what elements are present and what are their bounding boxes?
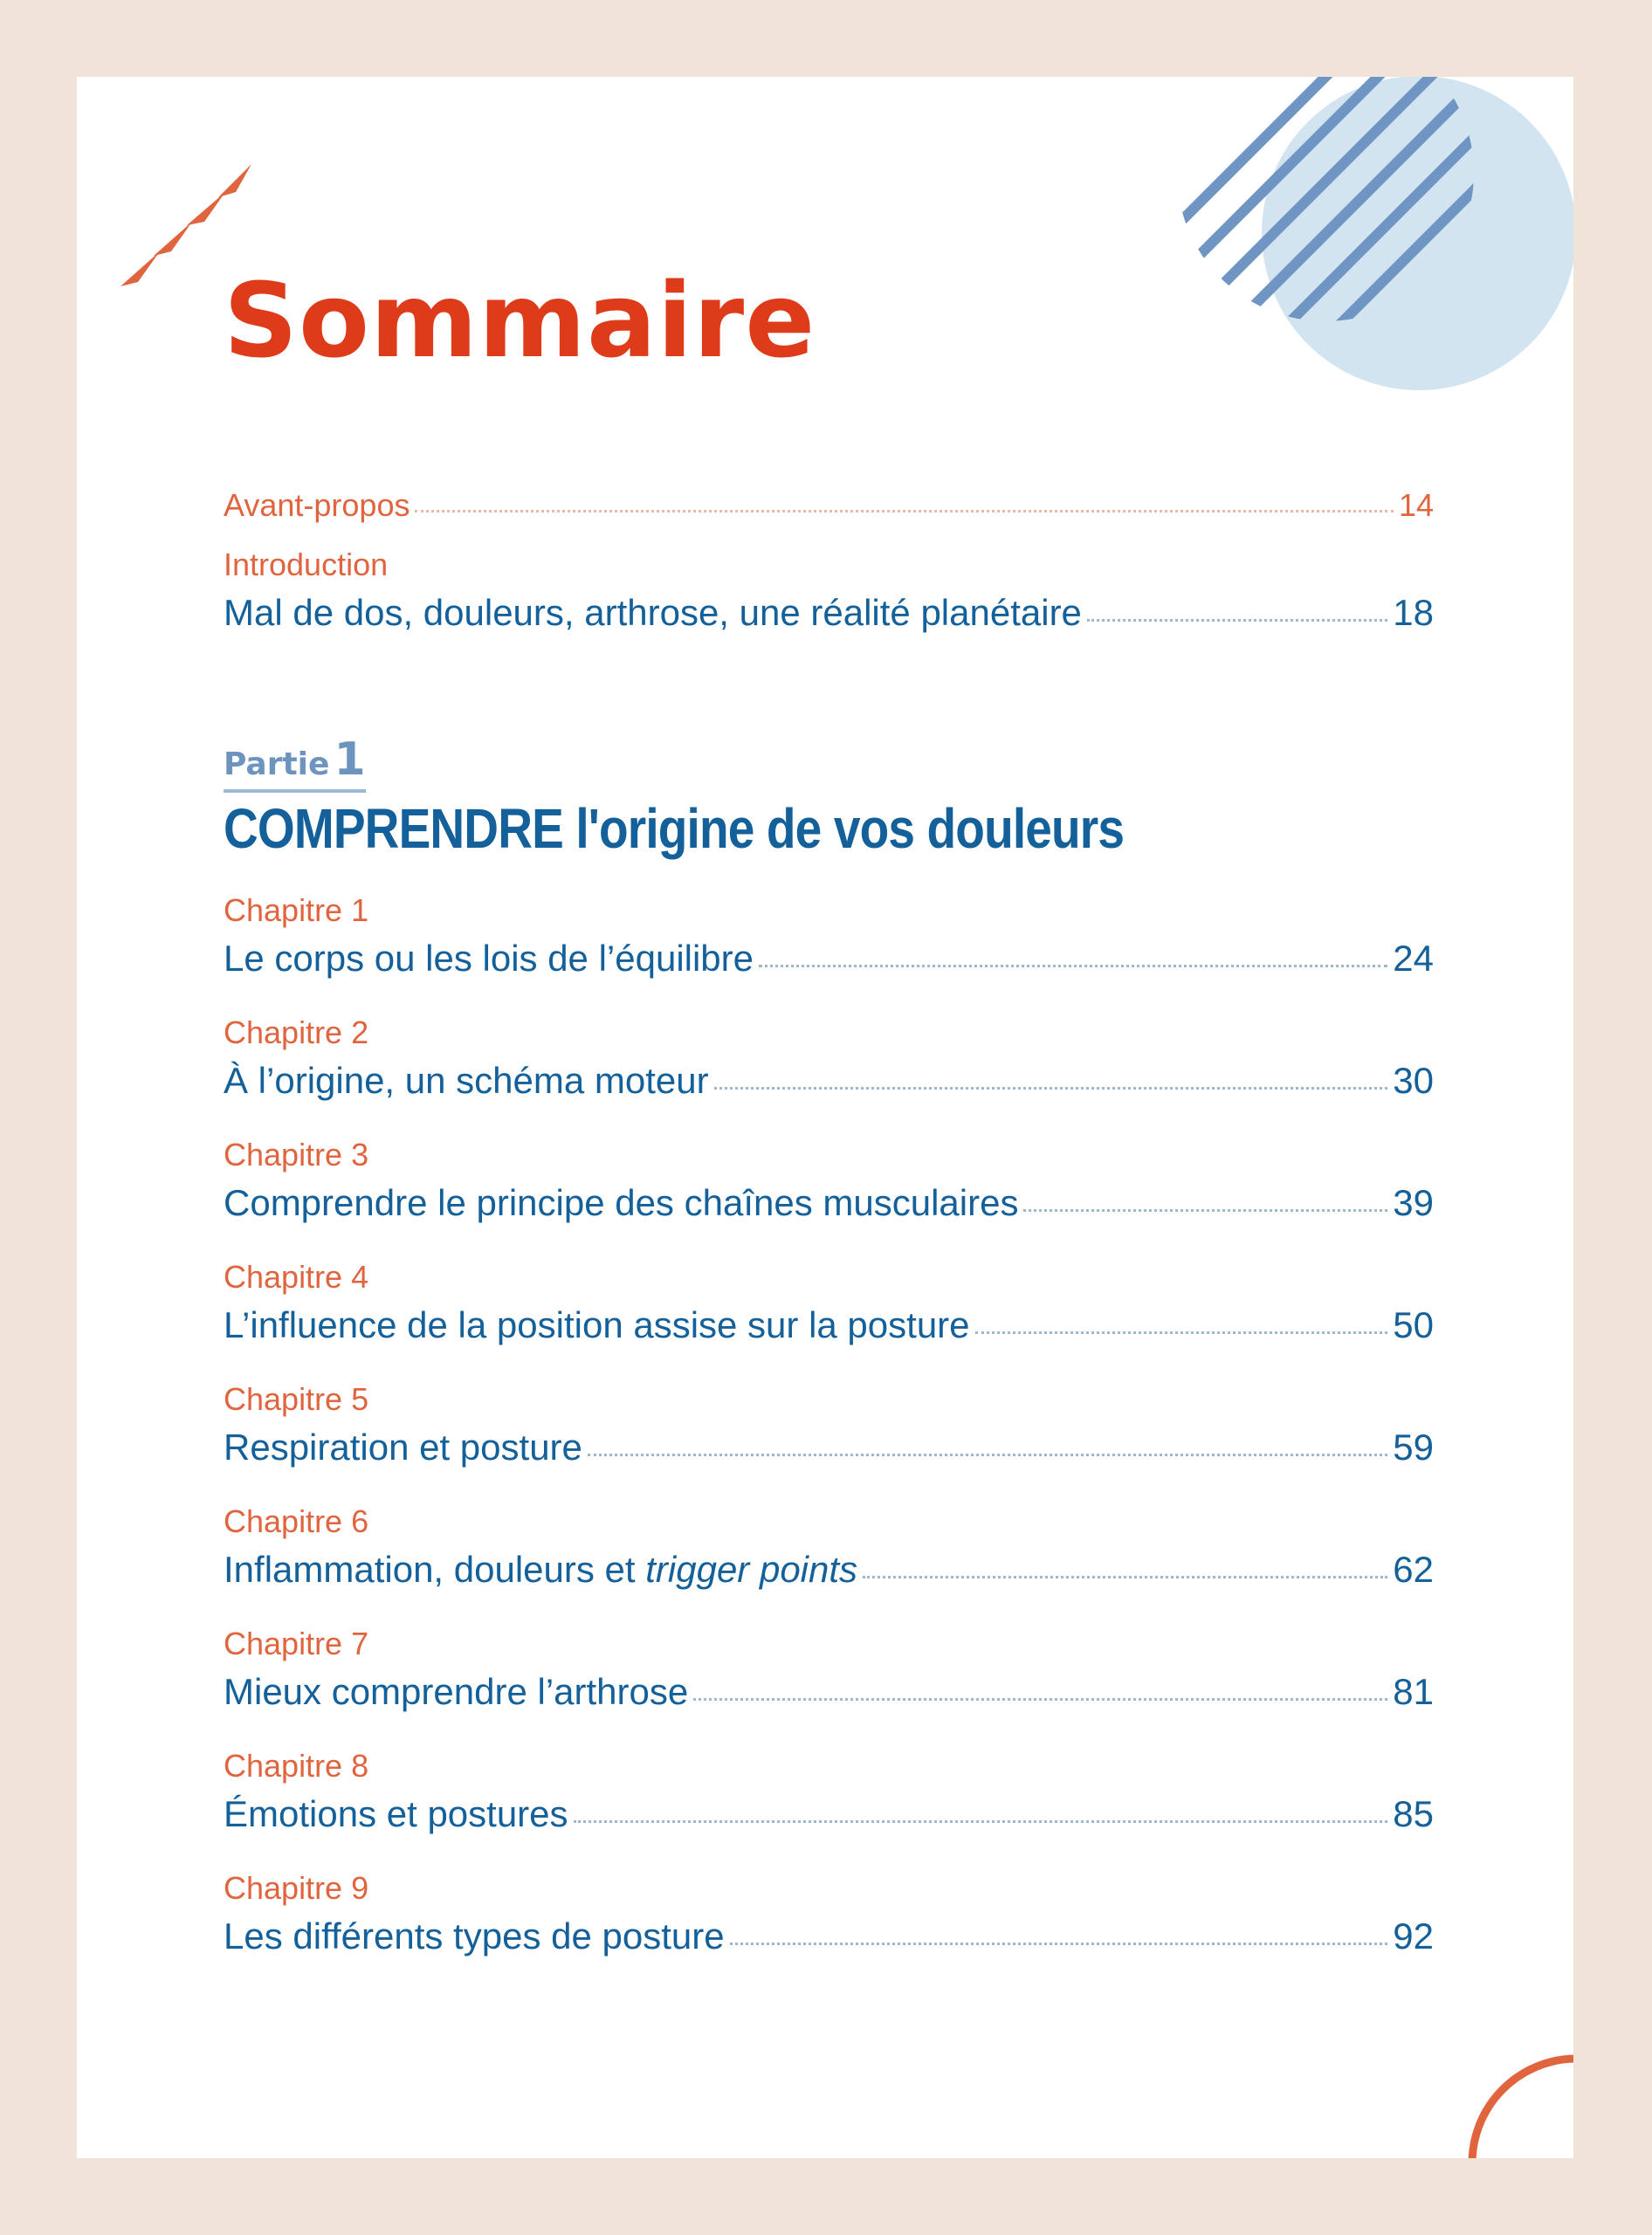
dot-leader	[588, 1454, 1387, 1456]
dot-leader	[714, 1087, 1388, 1090]
chapter-label: Chapitre 7	[224, 1626, 369, 1661]
toc-label-introduction: Introduction	[224, 547, 389, 582]
part-title: COMPRENDRE l'origine de vos douleurs	[224, 797, 1125, 860]
dot-leader	[574, 1820, 1388, 1823]
toc-entry-chapter-2[interactable]	[224, 1060, 1434, 1102]
part-word: Partie	[224, 746, 330, 782]
decorative-stripes	[1168, 77, 1535, 321]
toc-entry-chapter-4[interactable]	[224, 1304, 1434, 1346]
toc-entry-page: 50	[1393, 1304, 1434, 1345]
toc-entry-avant-propos[interactable]	[224, 487, 1434, 524]
dot-leader	[759, 965, 1387, 967]
toc-entry-page: 62	[1393, 1549, 1434, 1590]
toc-entry-title: Émotions et postures	[224, 1793, 568, 1834]
toc-entry-page: 39	[1393, 1182, 1434, 1223]
toc-entry-page: 24	[1393, 938, 1434, 979]
toc-entry-chapter-5[interactable]	[224, 1427, 1434, 1468]
chapter-label: Chapitre 3	[224, 1137, 369, 1173]
decorative-arc	[1456, 2041, 1573, 2158]
chapter-label: Chapitre 6	[224, 1503, 369, 1539]
dot-leader	[1087, 619, 1387, 622]
page-title: Sommaire	[224, 260, 816, 381]
toc-entry-title: Mieux comprendre l’arthrose	[224, 1671, 689, 1712]
toc-entry-title-italic: trigger points	[645, 1549, 858, 1590]
toc-entry-chapter-8[interactable]	[224, 1793, 1434, 1835]
toc-entry-title: Comprendre le principe des chaînes musculaires	[224, 1182, 1019, 1223]
dot-leader	[863, 1576, 1387, 1578]
toc-entry-title: Le corps ou les lois de l’équilibre	[224, 938, 754, 979]
toc-entry-page: 59	[1393, 1427, 1434, 1468]
toc-entry-title: Respiration et posture	[224, 1427, 582, 1468]
toc-entry-title: Avant-propos	[224, 487, 410, 523]
dot-leader	[730, 1943, 1388, 1945]
toc-entry-title: Mal de dos, douleurs, arthrose, une réalité planétaire	[224, 592, 1082, 633]
toc-entry-title-regular: Inflammation, douleurs et	[224, 1549, 646, 1590]
toc-entry-page: 85	[1393, 1793, 1434, 1834]
toc-entry-page: 18	[1393, 592, 1434, 633]
book-page	[77, 77, 1573, 2158]
toc-entry-page: 92	[1393, 1915, 1434, 1956]
dot-leader	[693, 1698, 1387, 1701]
toc-entry-title	[224, 1549, 857, 1591]
toc-entry-chapter-9[interactable]	[224, 1915, 1434, 1957]
toc-entry-title: L’influence de la position assise sur la posture	[224, 1304, 970, 1345]
chapter-label: Chapitre 8	[224, 1748, 369, 1784]
toc-entry-chapter-7[interactable]	[224, 1671, 1434, 1713]
toc-entry-page: 81	[1393, 1671, 1434, 1712]
toc-entry-introduction[interactable]	[224, 592, 1434, 634]
part-label	[224, 733, 366, 793]
chapter-label: Chapitre 5	[224, 1381, 369, 1417]
toc-entry-chapter-3[interactable]	[224, 1182, 1434, 1224]
toc-entry-chapter-6[interactable]	[224, 1549, 1434, 1591]
toc-entry-title: Les différents types de posture	[224, 1915, 725, 1956]
toc-entry-title: À l’origine, un schéma moteur	[224, 1060, 709, 1101]
dot-leader	[415, 510, 1393, 512]
chapter-label: Chapitre 2	[224, 1014, 369, 1050]
chapter-label: Chapitre 1	[224, 892, 369, 928]
dot-leader	[1023, 1209, 1387, 1212]
dot-leader	[975, 1331, 1388, 1334]
toc-entry-page: 30	[1393, 1060, 1434, 1101]
toc-entry-page: 14	[1398, 487, 1434, 523]
chapter-label: Chapitre 4	[224, 1259, 369, 1295]
part-number: 1	[334, 733, 366, 786]
toc-entry-chapter-1[interactable]	[224, 938, 1434, 980]
chapter-label: Chapitre 9	[224, 1870, 369, 1906]
